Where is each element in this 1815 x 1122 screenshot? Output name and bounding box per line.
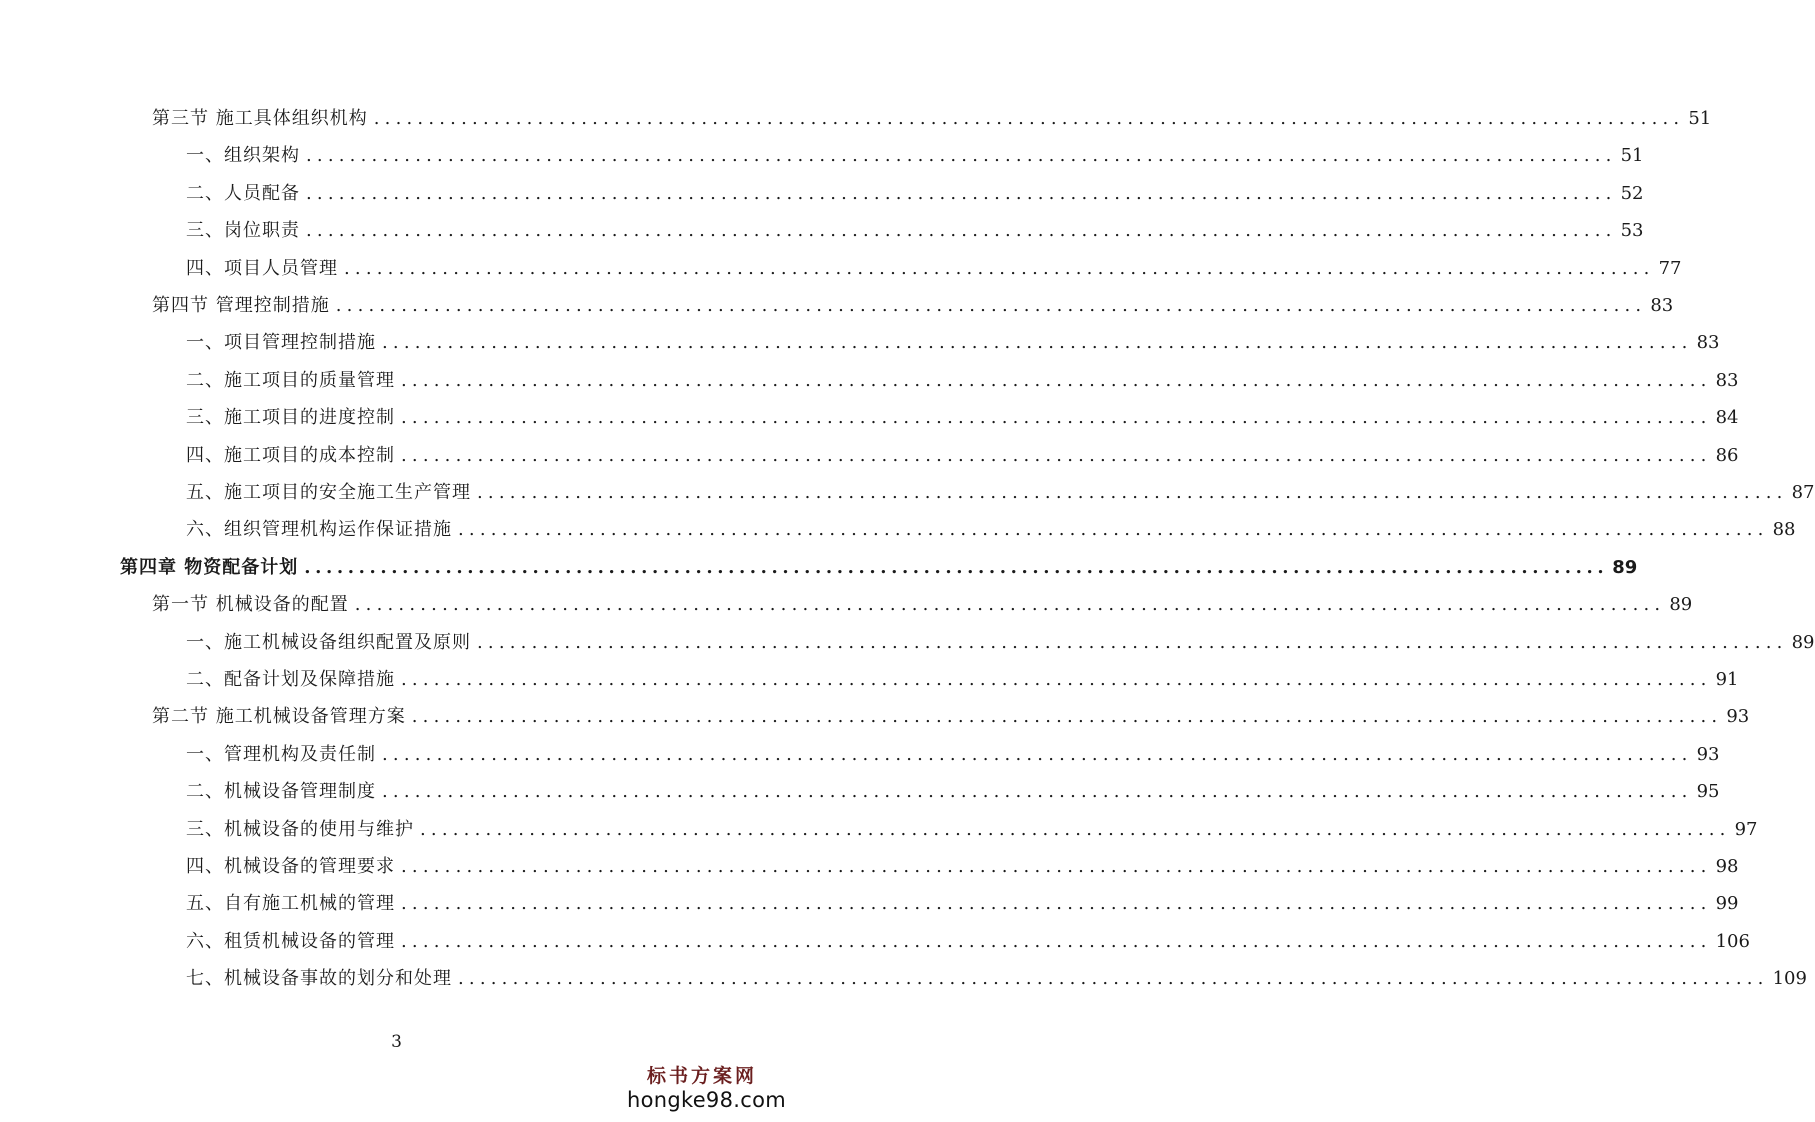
- toc-dot-leader: ........................................................................................................................: [477, 631, 1788, 653]
- toc-entry-title: 一、管理机构及责任制: [186, 743, 376, 765]
- toc-entry[interactable]: [186, 923, 1750, 960]
- toc-entry-page: 99: [1715, 893, 1739, 915]
- toc-entry[interactable]: [186, 960, 1807, 997]
- toc-dot-leader: ........................................................................................................................: [304, 556, 1609, 578]
- toc-entry-title: 二、施工项目的质量管理: [186, 369, 395, 391]
- toc-entry-page: 83: [1650, 295, 1674, 316]
- toc-dot-leader: ........................................................................................................................: [401, 930, 1712, 952]
- toc-entry[interactable]: [186, 362, 1739, 399]
- toc-dot-leader: ........................................................................................................................: [401, 407, 1712, 429]
- toc-entry-page: 106: [1715, 930, 1750, 952]
- toc-dot-leader: ........................................................................................................................: [344, 257, 1655, 279]
- toc-entry-title: 三、施工项目的进度控制: [186, 407, 395, 429]
- watermark-title: 标书方案网: [646, 1065, 757, 1087]
- toc-entry-title: 四、施工项目的成本控制: [186, 444, 395, 466]
- toc-entry-page: 88: [1772, 519, 1796, 541]
- toc-dot-leader: ........................................................................................................................: [401, 444, 1712, 466]
- toc-entry-title: 五、施工项目的安全施工生产管理: [186, 482, 471, 503]
- toc-entry[interactable]: [186, 437, 1739, 474]
- page-number: 3: [391, 1032, 402, 1052]
- toc-entry-page: 53: [1620, 220, 1644, 242]
- toc-entry[interactable]: [186, 811, 1758, 848]
- toc-entry[interactable]: [186, 885, 1739, 922]
- toc-entry-title: 六、租赁机械设备的管理: [186, 930, 395, 952]
- toc-entry-page: 89: [1669, 594, 1693, 616]
- toc-entry-page: 86: [1715, 444, 1739, 466]
- toc-entry-title: 三、岗位职责: [186, 220, 300, 242]
- toc-entry-title: 七、机械设备事故的划分和处理: [186, 968, 452, 990]
- toc-entry-page: 83: [1715, 369, 1739, 391]
- toc-entry-title: 四、项目人员管理: [186, 257, 338, 279]
- toc-dot-leader: ........................................................................................................................: [354, 594, 1666, 616]
- toc-entry[interactable]: [186, 474, 1815, 511]
- toc-entry[interactable]: [152, 586, 1693, 623]
- toc-entry-title: 第一节 机械设备的配置: [152, 594, 349, 616]
- toc-dot-leader: ........................................................................................................................: [382, 743, 1693, 765]
- toc-entry-page: 93: [1726, 706, 1750, 728]
- toc-entry-page: 89: [1791, 631, 1815, 653]
- toc-entry-title: 三、机械设备的使用与维护: [186, 818, 414, 840]
- toc-entry[interactable]: [186, 736, 1720, 773]
- toc-entry[interactable]: [186, 175, 1644, 212]
- toc-entry[interactable]: [186, 212, 1644, 249]
- toc-entry-page: 51: [1688, 108, 1712, 129]
- toc-entry[interactable]: [186, 399, 1739, 436]
- toc-dot-leader: ........................................................................................................................: [373, 108, 1685, 129]
- toc-entry-page: 98: [1715, 856, 1739, 877]
- toc-dot-leader: ........................................................................................................................: [401, 893, 1712, 915]
- toc-entry[interactable]: [186, 661, 1739, 698]
- toc-entry-title: 一、施工机械设备组织配置及原则: [186, 631, 471, 653]
- toc-entry-title: 二、机械设备管理制度: [186, 781, 376, 803]
- toc-dot-leader: ........................................................................................................................: [477, 482, 1788, 503]
- toc-dot-leader: ........................................................................................................................: [458, 968, 1769, 990]
- toc-entry-title: 第四章 物资配备计划: [120, 556, 299, 578]
- toc-dot-leader: ........................................................................................................................: [306, 145, 1617, 167]
- toc-entry[interactable]: [186, 624, 1815, 661]
- toc-entry[interactable]: [152, 698, 1750, 735]
- toc-entry-page: 83: [1696, 332, 1720, 354]
- toc-entry-title: 二、人员配备: [186, 182, 300, 204]
- toc-entry-page: 93: [1696, 743, 1720, 765]
- toc-entry-page: 52: [1620, 182, 1644, 204]
- toc-entry-page: 91: [1715, 669, 1739, 690]
- toc-entry-title: 一、组织架构: [186, 145, 300, 167]
- toc-entry-page: 51: [1620, 145, 1644, 167]
- toc-entry-page: 84: [1715, 407, 1739, 429]
- toc-dot-leader: ........................................................................................................................: [401, 369, 1712, 391]
- toc-entry[interactable]: [152, 287, 1674, 324]
- toc-dot-leader: ........................................................................................................................: [306, 182, 1617, 204]
- toc-dot-leader: ........................................................................................................................: [382, 332, 1693, 354]
- toc-entry-title: 第二节 施工机械设备管理方案: [152, 706, 406, 728]
- toc-entry-title: 五、自有施工机械的管理: [186, 893, 395, 915]
- toc-entry[interactable]: [186, 773, 1720, 810]
- toc-entry[interactable]: [186, 848, 1739, 885]
- toc-entry-title: 一、项目管理控制措施: [186, 332, 376, 354]
- toc-entry-page: 97: [1734, 818, 1758, 840]
- toc-entry-title: 第三节 施工具体组织机构: [152, 108, 368, 129]
- toc-dot-leader: ........................................................................................................................: [401, 669, 1712, 690]
- toc-entry[interactable]: [120, 549, 1638, 586]
- toc-dot-leader: ........................................................................................................................: [420, 818, 1731, 840]
- toc-dot-leader: ........................................................................................................................: [401, 856, 1712, 877]
- toc-dot-leader: ........................................................................................................................: [382, 781, 1693, 803]
- toc-dot-leader: ........................................................................................................................: [411, 706, 1723, 728]
- toc-entry-page: 77: [1658, 257, 1682, 279]
- toc-dot-leader: ........................................................................................................................: [458, 519, 1769, 541]
- toc-entry-page: 109: [1772, 968, 1807, 990]
- toc-entry[interactable]: [152, 100, 1712, 137]
- toc-entry[interactable]: [186, 324, 1720, 361]
- toc-entry-title: 二、配备计划及保障措施: [186, 669, 395, 690]
- toc-dot-leader: ........................................................................................................................: [335, 295, 1647, 316]
- toc-entry-title: 六、组织管理机构运作保证措施: [186, 519, 452, 541]
- watermark-url: hongke98.com: [627, 1088, 786, 1112]
- toc-entry[interactable]: [186, 137, 1644, 174]
- toc-entry-title: 四、机械设备的管理要求: [186, 856, 395, 877]
- toc-entry-title: 第四节 管理控制措施: [152, 295, 330, 316]
- toc-entry-page: 89: [1612, 556, 1638, 578]
- toc-entry-page: 95: [1696, 781, 1720, 803]
- watermark-logo: [627, 1061, 786, 1112]
- toc-entry[interactable]: [186, 250, 1682, 287]
- toc-entry-page: 87: [1791, 482, 1815, 503]
- toc-entry[interactable]: [186, 511, 1796, 548]
- toc-dot-leader: ........................................................................................................................: [306, 220, 1617, 242]
